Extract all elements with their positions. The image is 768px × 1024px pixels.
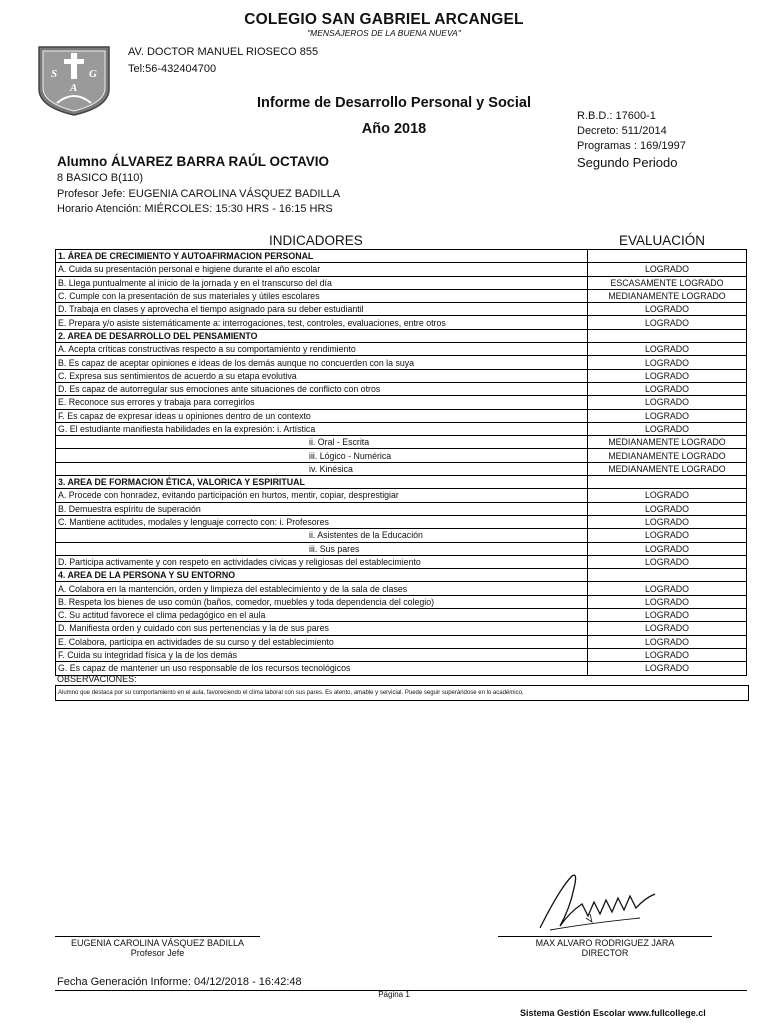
section-row [56,250,747,263]
director-signature [530,868,660,938]
evaluation-value: LOGRADO [588,609,747,622]
table-row [56,529,747,542]
school-motto: "MENSAJEROS DE LA BUENA NUEVA" [307,28,461,38]
table-row [56,502,747,515]
programas: Programas : 169/1997 [577,140,686,152]
director-signature-role: DIRECTOR [581,948,629,958]
indicator-text: C. Su actitud favorece el clima pedagógico en el aula [56,609,588,622]
evaluation-value: ESCASAMENTE LOGRADO [588,276,747,289]
student-course: 8 BASICO B(110) [57,172,143,184]
evaluation-table [55,249,747,676]
evaluation-value: LOGRADO [588,382,747,395]
system-credit: Sistema Gestión Escolar www.fullcollege.cl [520,1008,706,1018]
evaluation-value: LOGRADO [588,529,747,542]
table-row [56,609,747,622]
section-row [56,476,747,489]
evaluation-value: LOGRADO [588,303,747,316]
table-row [56,582,747,595]
indicator-text: D. Trabaja en clases y aprovecha el tiempo asignado para su deber estudiantil [56,303,588,316]
evaluation-value: MEDIANAMENTE LOGRADO [588,462,747,475]
section-title: 2. AREA DE DESARROLLO DEL PENSAMIENTO [56,329,588,342]
evaluation-value: LOGRADO [588,316,747,329]
evaluation-value: LOGRADO [588,356,747,369]
table-row [56,422,747,435]
attention-hours: Horario Atención: MIÉRCOLES: 15:30 HRS - 16:15 HRS [57,203,333,215]
report-year: Año 2018 [361,121,427,137]
indicator-text: F. Es capaz de expresar ideas u opiniones dentro de un contexto [56,409,588,422]
indicator-text: A. Cuida su presentación personal e higiene durante el año escolar [56,263,588,276]
indicadores-header: INDICADORES [269,233,363,248]
indicator-text: E. Colabora, participa en actividades de su curso y del establecimiento [56,635,588,648]
indicator-text: C. Cumple con la presentación de sus materiales y útiles escolares [56,289,588,302]
table-row [56,409,747,422]
evaluation-value [588,476,747,489]
indicator-text: D. Participa activamente y con respeto en actividades cívicas y religiosas del establecimiento [56,555,588,568]
indicator-text: iii. Sus pares [56,542,588,555]
indicator-text: B. Llega puntualmente al inicio de la jornada y en el transcurso del día [56,276,588,289]
report-title: Informe de Desarrollo Personal y Social [257,95,531,111]
indicator-text: B. Demuestra espíritu de superación [56,502,588,515]
indicator-text: A. Procede con honradez, evitando participación en hurtos, mentir, copiar, desprestigiar [56,489,588,502]
table-row [56,356,747,369]
generation-date: Fecha Generación Informe: 04/12/2018 - 16:42:48 [57,976,302,988]
crest-letter-a: A [70,82,78,94]
evaluation-value: LOGRADO [588,343,747,356]
evaluation-value: LOGRADO [588,542,747,555]
evaluation-value: MEDIANAMENTE LOGRADO [588,449,747,462]
evaluation-value: LOGRADO [588,622,747,635]
school-name: COLEGIO SAN GABRIEL ARCANGEL [244,11,524,28]
evaluation-value: MEDIANAMENTE LOGRADO [588,436,747,449]
section-row [56,569,747,582]
evaluation-value: LOGRADO [588,635,747,648]
decreto: Decreto: 511/2014 [577,125,667,137]
evaluation-value: LOGRADO [588,502,747,515]
table-row [56,622,747,635]
indicator-text: A. Colabora en la mantención, orden y limpieza del establecimiento y de la sala de clases [56,582,588,595]
evaluacion-header: EVALUACIÓN [619,233,706,248]
table-row [56,369,747,382]
observaciones-label: OBSERVACIONES: [57,674,137,684]
school-phone: Tel:56-432404700 [128,63,217,75]
table-row [56,303,747,316]
table-row [56,648,747,661]
evaluation-value: LOGRADO [588,422,747,435]
evaluation-value: LOGRADO [588,489,747,502]
indicator-text: iii. Lógico - Numérica [56,449,588,462]
table-row [56,635,747,648]
table-row [56,343,747,356]
periodo: Segundo Periodo [577,155,678,170]
evaluation-value: LOGRADO [588,662,747,675]
table-row [56,489,747,502]
teacher-signature-name: EUGENIA CAROLINA VÁSQUEZ BADILLA [70,938,245,948]
evaluation-value: MEDIANAMENTE LOGRADO [588,289,747,302]
indicator-text: E. Prepara y/o asiste sistemáticamente a: interrogaciones, test, controles, evaluaciones, entre otros [56,316,588,329]
evaluation-value: LOGRADO [588,369,747,382]
rbd-code: R.B.D.: 17600-1 [577,110,656,122]
table-row [56,449,747,462]
table-row [56,263,747,276]
section-row [56,329,747,342]
section-title: 4. AREA DE LA PERSONA Y SU ENTORNO [56,569,588,582]
observaciones-text: Alumno que destaca por su comportamiento en el aula, favoreciendo el clima laboral con sus pares. Es atento, amable y servicial. Puede seguir superándose en lo académico. [55,685,749,701]
indicator-text: G. El estudiante manifiesta habilidades en la expresión: i. Artística [56,422,588,435]
head-teacher: Profesor Jefe: EUGENIA CAROLINA VÁSQUEZ BADILLA [57,188,341,200]
director-signature-name: MAX ALVARO RODRIGUEZ JARA [535,938,675,948]
indicator-text: iv. Kinésica [56,462,588,475]
table-row [56,555,747,568]
indicator-text: C. Mantiene actitudes, modales y lenguaje correcto con: i. Profesores [56,515,588,528]
student-name: Alumno ÁLVAREZ BARRA RAÚL OCTAVIO [57,154,329,169]
indicator-text: A. Acepta críticas constructivas respecto a su comportamiento y rendimiento [56,343,588,356]
teacher-signature-role: Profesor Jefe [130,948,185,958]
table-row [56,662,747,675]
indicator-text: ii. Asistentes de la Educación [56,529,588,542]
indicator-text: G. Es capaz de mantener un uso responsable de los recursos tecnológicos [56,662,588,675]
indicator-text: B. Es capaz de aceptar opiniones e ideas de los demás aunque no concuerden con la suya [56,356,588,369]
table-row [56,462,747,475]
table-row [56,542,747,555]
page-number: Página 1 [378,990,410,999]
table-row [56,436,747,449]
indicator-text: D. Manifiesta orden y cuidado con sus pertenencias y la de sus pares [56,622,588,635]
crest-letter-s: S [51,68,58,80]
evaluation-value: LOGRADO [588,555,747,568]
school-address: AV. DOCTOR MANUEL RIOSECO 855 [128,46,319,58]
table-row [56,382,747,395]
evaluation-value: LOGRADO [588,409,747,422]
table-row [56,316,747,329]
evaluation-value: LOGRADO [588,515,747,528]
table-row [56,396,747,409]
evaluation-value: LOGRADO [588,263,747,276]
indicator-text: E. Reconoce sus errores y trabaja para corregirlos [56,396,588,409]
section-title: 3. AREA DE FORMACION ÉTICA, VALORICA Y ESPIRITUAL [56,476,588,489]
crest-letter-g: G [89,68,97,80]
table-row [56,276,747,289]
evaluation-value: LOGRADO [588,396,747,409]
evaluation-value: LOGRADO [588,648,747,661]
table-row [56,595,747,608]
evaluation-value: LOGRADO [588,595,747,608]
section-title: 1. ÁREA DE CRECIMIENTO Y AUTOAFIRMACION PERSONAL [56,250,588,263]
table-row [56,515,747,528]
evaluation-value [588,329,747,342]
indicator-text: C. Expresa sus sentimientos de acuerdo a su etapa evolutiva [56,369,588,382]
indicator-text: F. Cuida su integridad física y la de los demás [56,648,588,661]
indicator-text: ii. Oral - Escrita [56,436,588,449]
evaluation-value [588,250,747,263]
evaluation-value: LOGRADO [588,582,747,595]
teacher-signature-line [55,936,260,937]
director-signature-line [498,936,712,937]
indicator-text: D. Es capaz de autorregular sus emociones ante situaciones de conflicto con otros [56,382,588,395]
evaluation-value [588,569,747,582]
table-row [56,289,747,302]
indicator-text: B. Respeta los bienes de uso común (baños, comedor, muebles y toda dependencia del colegio) [56,595,588,608]
